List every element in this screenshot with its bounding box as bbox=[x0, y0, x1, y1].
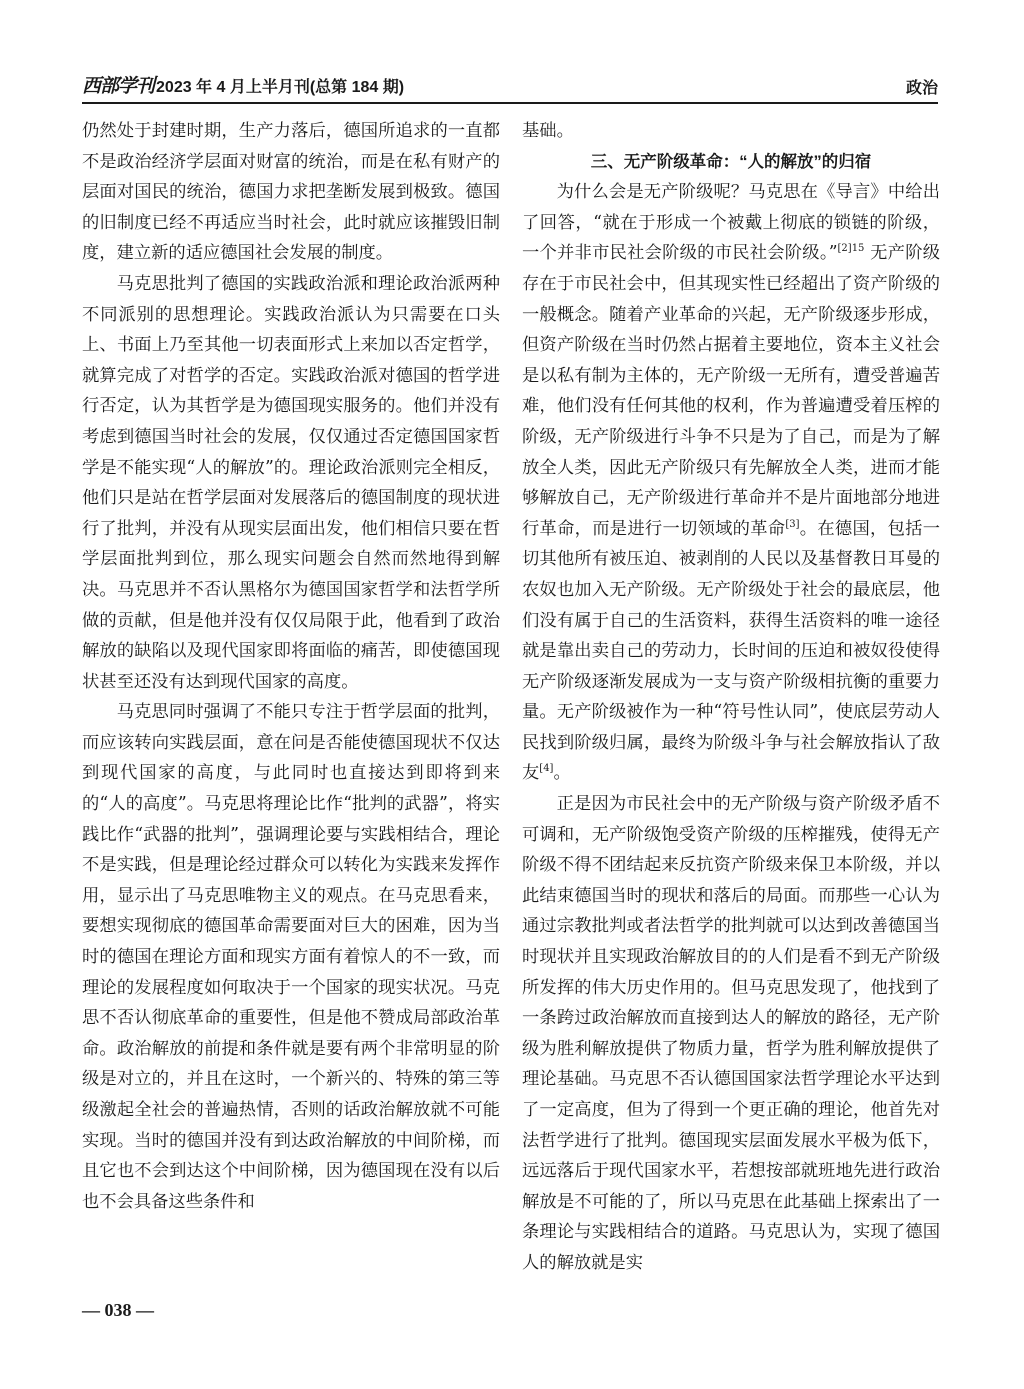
citation-ref: [2]15 bbox=[837, 243, 865, 255]
right-column bbox=[522, 116, 940, 1279]
paragraph bbox=[522, 177, 940, 789]
section-tag: 政治 bbox=[905, 80, 938, 97]
journal-logo: 西部学刊 bbox=[82, 75, 155, 97]
running-header bbox=[82, 70, 938, 104]
paragraph: 正是因为市民社会中的无产阶级与资产阶级矛盾不可调和，无产阶级饱受资产阶级的压榨摧残，使得无产阶级不得不团结起来反抗资产阶级来保卫本阶级，并以此结束德国当时的现状和落后的局面。而那些一心认为通过宗教批判或者法哲学的批判就可以达到改善德国当时现状并且实现政治解放目的的人们是看不到无产阶级所发挥的伟大历史作用的。但马克思发现了，他找到了一条跨过政治解放而直接到达人的解放的路径，无产阶级为胜利解放提供了物质力量，哲学为胜利解放提供了理论基础。马克思不否认德国国家法哲学理论水平达到了一定高度，但为了得到一个更正确的理论，他首先对法哲学进行了批判。德国现实层面发展水平极为低下，远远落后于现代国家水平，若想按部就班地先进行政治解放是不可能的了，所以马克思在此基础上探索出了一条理论与实践相结合的道路。马克思认为，实现了德国人的解放就是实 bbox=[522, 794, 940, 1273]
page-number: — 038 — bbox=[82, 1300, 154, 1320]
text-run: 为什么会是无产阶级呢？马克思在《导言》中给出了回答，“就在于形成一个被戴上彻底的锁链的阶级，一个并非市民社会阶级的市民社会阶级。” bbox=[522, 182, 940, 264]
paragraph: 马克思同时强调了不能只专注于哲学层面的批判，而应该转向实践层面，意在问是否能使德国现状不仅达到现代国家的高度，与此同时也直接达到即将到来的“人的高度”。马克思将理论比作“批判的武器”，将实践比作“武器的批判”，强调理论要与实践相结合，理论不是实践，但是理论经过群众可以转化为实践来发挥作用，显示出了马克思唯物主义的观点。在马克思看来，要想实现彻底的德国革命需要面对巨大的困难，因为当时的德国在理论方面和现实方面有着惊人的不一致，而理论的发展程度如何取决于一个国家的现实状况。马克思不否认彻底革命的重要性，但是他不赞成局部政治革命。政治解放的前提和条件就是要有两个非常明显的阶级是对立的，并且在这时，一个新兴的、特殊的第三等级激起全社会的普遍热情，否则的话政治解放就不可能实现。当时的德国并没有到达政治解放的中间阶梯，而且它也不会到达这个中间阶梯，因为德国现在没有以后也不会具备这些条件和 bbox=[82, 702, 500, 1212]
citation-ref: [3] bbox=[785, 518, 800, 530]
paragraph: 仍然处于封建时期，生产力落后，德国所追求的一直都不是政治经济学层面对财富的统治，而是在私有财产的层面对国民的统治，德国力求把垄断发展到极致。德国的旧制度已经不再适应当时社会，此时就应该摧毁旧制度，建立新的适应德国社会发展的制度。 bbox=[82, 121, 500, 264]
text-run: 。在德国，包括一切其他所有被压迫、被剥削的人民以及基督教日耳曼的农奴也加入无产阶级。无产阶级处于社会的最底层，他们没有属于自己的生活资料，获得生活资料的唯一途径就是靠出卖自己的劳动力，长时间的压迫和被奴役使得无产阶级逐渐发展成为一支与资产阶级相抗衡的重要力量。无产阶级被作为一种“符号性认同”，使底层劳动人民找到阶级归属，最终为阶级斗争与社会解放指认了敌友 bbox=[522, 518, 940, 784]
paragraph: 基础。 bbox=[522, 121, 574, 141]
section-heading: 三、无产阶级革命：“人的解放”的归宿 bbox=[590, 152, 872, 171]
text-run: 无产阶级存在于市民社会中，但其现实性已经超出了资产阶级的一般概念。随着产业革命的兴起，无产阶级逐步形成，但资产阶级在当时仍然占据着主要地位，资本主义社会是以私有制为主体的，无产阶级一无所有，遭受普遍苦难，他们没有任何其他的权利，作为普遍遭受着压榨的阶级，无产阶级进行斗争不只是为了自己，而是为了解放全人类，因此无产阶级只有先解放全人类，进而才能够解放自己，无产阶级进行革命并不是片面地部分地进行革命，而是进行一切领域的革命 bbox=[522, 243, 940, 539]
text-run: 。 bbox=[553, 763, 571, 784]
citation-ref: [4] bbox=[539, 763, 554, 775]
header-journal-issue bbox=[82, 71, 404, 98]
left-column bbox=[82, 116, 500, 1217]
paragraph: 马克思批判了德国的实践政治派和理论政治派两种不同派别的思想理论。实践政治派认为只需要在口头上、书面上乃至其他一切表面形式上来加以否定哲学，就算完成了对哲学的否定。实践政治派对德国的哲学进行否定，认为其哲学是为德国现实服务的。他们并没有考虑到德国当时社会的发展，仅仅通过否定德国国家哲学是不能实现“人的解放”的。理论政治派则完全相反，他们只是站在哲学层面对发展落后的德国制度的现状进行了批判，并没有从现实层面出发，他们相信只要在哲学层面批判到位，那么现实问题会自然而然地得到解决。马克思并不否认黑格尔为德国国家哲学和法哲学所做的贡献，但是他并没有仅仅局限于此，他看到了政治解放的缺陷以及现代国家即将面临的痛苦，即使德国现状甚至还没有达到现代国家的高度。 bbox=[82, 273, 500, 692]
issue-info: 2023 年 4 月上半月刊(总第 184 期) bbox=[156, 79, 405, 96]
